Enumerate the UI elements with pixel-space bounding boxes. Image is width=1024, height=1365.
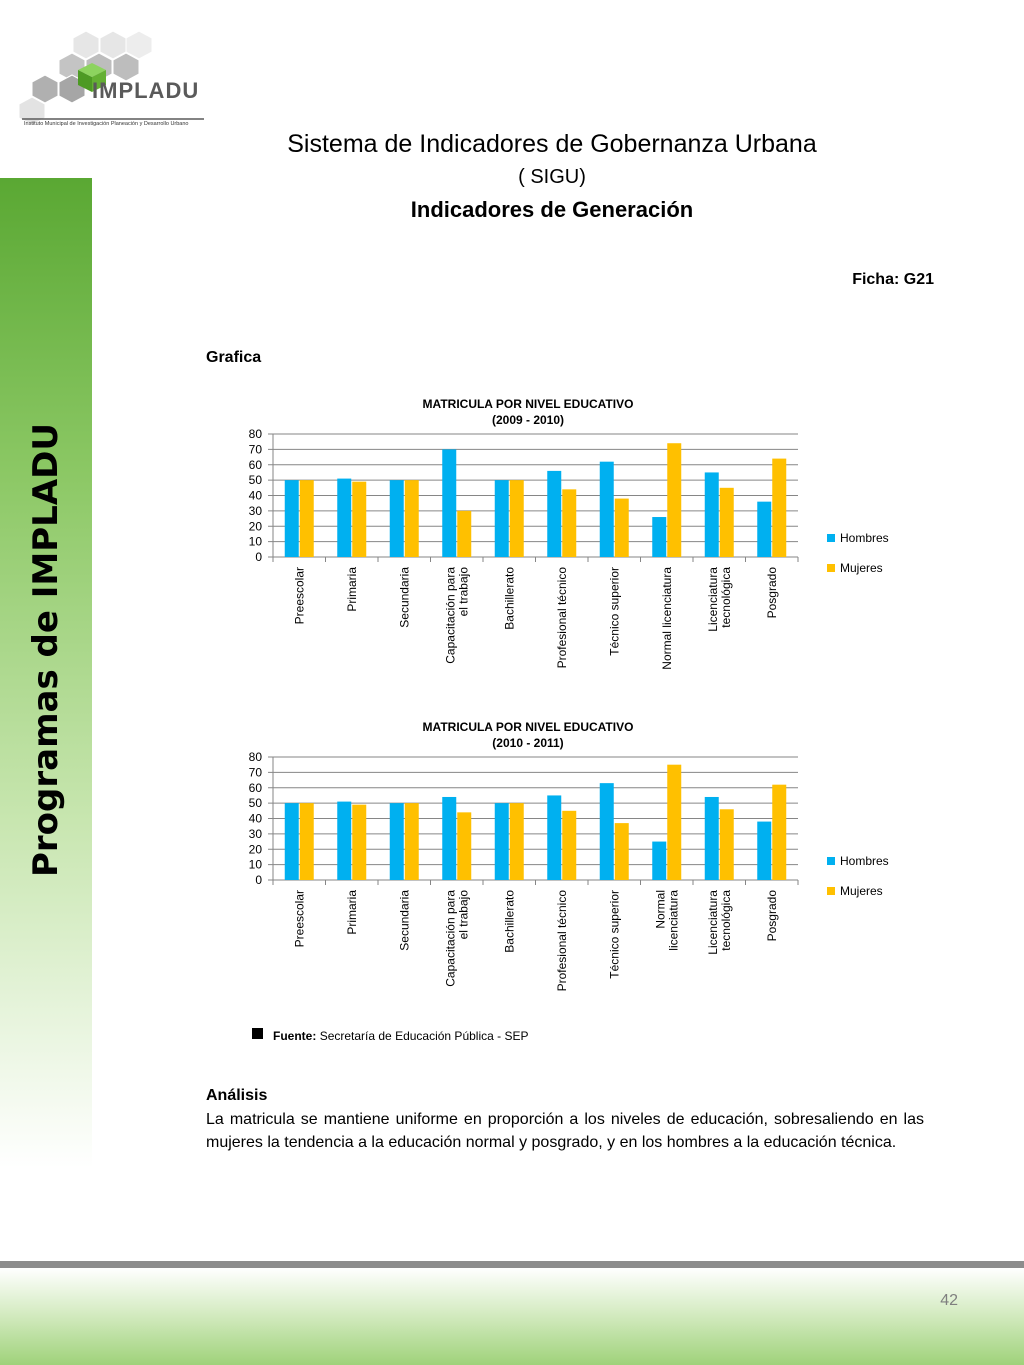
legend-label: Mujeres [840,561,883,575]
x-tick-label: Primaria [344,890,359,935]
legend-swatch-hombres [827,857,835,865]
ficha-label: Ficha: G21 [852,271,934,288]
bar-hombres [390,803,404,880]
bar-mujeres [615,499,629,557]
bar-mujeres [615,823,629,880]
legend-swatch-hombres [827,534,835,542]
bar-mujeres [720,488,734,557]
bar-mujeres [352,482,366,557]
y-tick-label: 70 [248,442,262,457]
chart-svg [200,715,920,1015]
x-tick-label: Preescolar [292,890,307,948]
analysis-title: Análisis [206,1087,268,1104]
x-tick-label: Profesional técnico [554,567,569,669]
bar-mujeres [405,803,419,880]
bar-hombres [757,502,771,557]
x-tick-label: Licenciatura [705,567,720,632]
y-tick-label: 50 [248,796,262,811]
bar-hombres [285,480,299,557]
logo-subtitle: Instituto Municipal de Investigación Planeación y Desarrollo Urbano [24,121,189,127]
legend-label: Hombres [840,854,889,868]
chart-2010-2011 [200,715,920,1015]
x-tick-label: el trabajo [456,567,471,617]
bar-hombres [652,842,666,880]
x-tick-label: tecnológica [718,567,733,628]
x-tick-label: Primaria [344,567,359,612]
bar-hombres [337,479,351,557]
x-tick-label: licenciatura [666,890,681,951]
bar-hombres [600,783,614,880]
y-tick-label: 80 [248,750,262,764]
bar-mujeres [405,480,419,557]
x-tick-label: Secundaria [397,890,412,951]
y-tick-label: 70 [248,765,262,780]
legend-label: Hombres [840,531,889,545]
bar-mujeres [667,443,681,557]
bar-hombres [547,471,561,557]
x-tick-label: Posgrado [764,890,779,942]
bullet-square-icon [252,1028,263,1039]
x-tick-label: Secundaria [397,567,412,628]
bar-mujeres [457,511,471,557]
x-tick-label: el trabajo [456,890,471,940]
source-note [252,1028,528,1043]
bar-hombres [285,803,299,880]
analysis-text: La matricula se mantiene uniforme en proporción a los niveles de educación, sobresaliendo en las mujeres la tendencia a la educación normal y posgrado, y en los hombres a la educación técnica. [206,1111,924,1151]
legend-swatch-mujeres [827,887,835,895]
y-tick-label: 30 [248,826,262,841]
bar-hombres [495,803,509,880]
y-tick-label: 0 [255,873,262,887]
bar-hombres [442,797,456,880]
chart-subtitle: (2010 - 2011) [492,736,564,750]
bar-hombres [390,480,404,557]
legend-swatch-mujeres [827,564,835,572]
chart-2009-2010 [200,392,920,692]
chart-title: MATRICULA POR NIVEL EDUCATIVO [422,397,634,411]
y-tick-label: 0 [255,550,262,564]
source-text: Secretaría de Educación Pública - SEP [319,1029,529,1043]
chart-subtitle: (2009 - 2010) [491,413,565,427]
bar-hombres [705,797,719,880]
y-tick-label: 10 [248,857,262,872]
y-tick-label: 80 [248,427,262,441]
bar-hombres [652,517,666,557]
bar-mujeres [772,785,786,880]
y-tick-label: 30 [248,503,262,518]
legend-label: Mujeres [840,884,883,898]
y-tick-label: 60 [248,780,262,795]
sidebar-title: Programas de IMPLADU [26,423,66,877]
section-title: Indicadores de Generación [410,197,694,222]
chart-svg [200,392,920,692]
y-tick-label: 10 [248,534,262,549]
bar-mujeres [352,805,366,880]
footer-divider [0,1261,1024,1268]
x-tick-label: tecnológica [718,890,733,951]
x-tick-label: Profesional técnico [554,890,569,992]
page-subtitle: ( SIGU) [518,166,586,188]
bar-hombres [757,822,771,880]
bar-mujeres [720,809,734,880]
x-tick-label: Capacitación para [443,567,458,664]
chart-title: MATRICULA POR NIVEL EDUCATIVO [422,720,634,734]
bar-hombres [547,795,561,880]
y-tick-label: 40 [248,488,262,503]
page-number: 42 [940,1292,958,1309]
bar-mujeres [457,812,471,880]
bar-mujeres [667,765,681,880]
bar-mujeres [772,459,786,557]
x-tick-label: Bachillerato [502,567,517,630]
bar-hombres [442,449,456,557]
bar-hombres [705,472,719,557]
x-tick-label: Normal licenciatura [659,567,674,670]
bar-mujeres [562,489,576,557]
x-tick-label: Capacitación para [443,890,458,987]
y-tick-label: 60 [248,457,262,472]
x-tick-label: Bachillerato [502,890,517,953]
page-title: Sistema de Indicadores de Gobernanza Urbana [287,130,817,158]
y-tick-label: 40 [248,811,262,826]
y-tick-label: 20 [248,842,262,857]
source-label: Fuente: [273,1029,317,1043]
logo-name: IMPLADU [92,78,200,103]
bar-mujeres [510,480,524,557]
y-tick-label: 20 [248,519,262,534]
bar-hombres [337,802,351,880]
x-tick-label: Técnico superior [607,890,622,979]
grafica-label: Grafica [206,349,262,366]
footer-band [0,1268,1024,1365]
y-tick-label: 50 [248,473,262,488]
x-tick-label: Normal [653,890,668,929]
bar-mujeres [510,803,524,880]
impladu-logo-icon [18,18,208,133]
bar-mujeres [562,811,576,880]
x-tick-label: Licenciatura [705,890,720,955]
bar-hombres [600,462,614,557]
x-tick-label: Posgrado [764,567,779,619]
x-tick-label: Técnico superior [607,567,622,656]
bar-mujeres [300,803,314,880]
bar-hombres [495,480,509,557]
bar-mujeres [300,480,314,557]
x-tick-label: Preescolar [292,567,307,625]
